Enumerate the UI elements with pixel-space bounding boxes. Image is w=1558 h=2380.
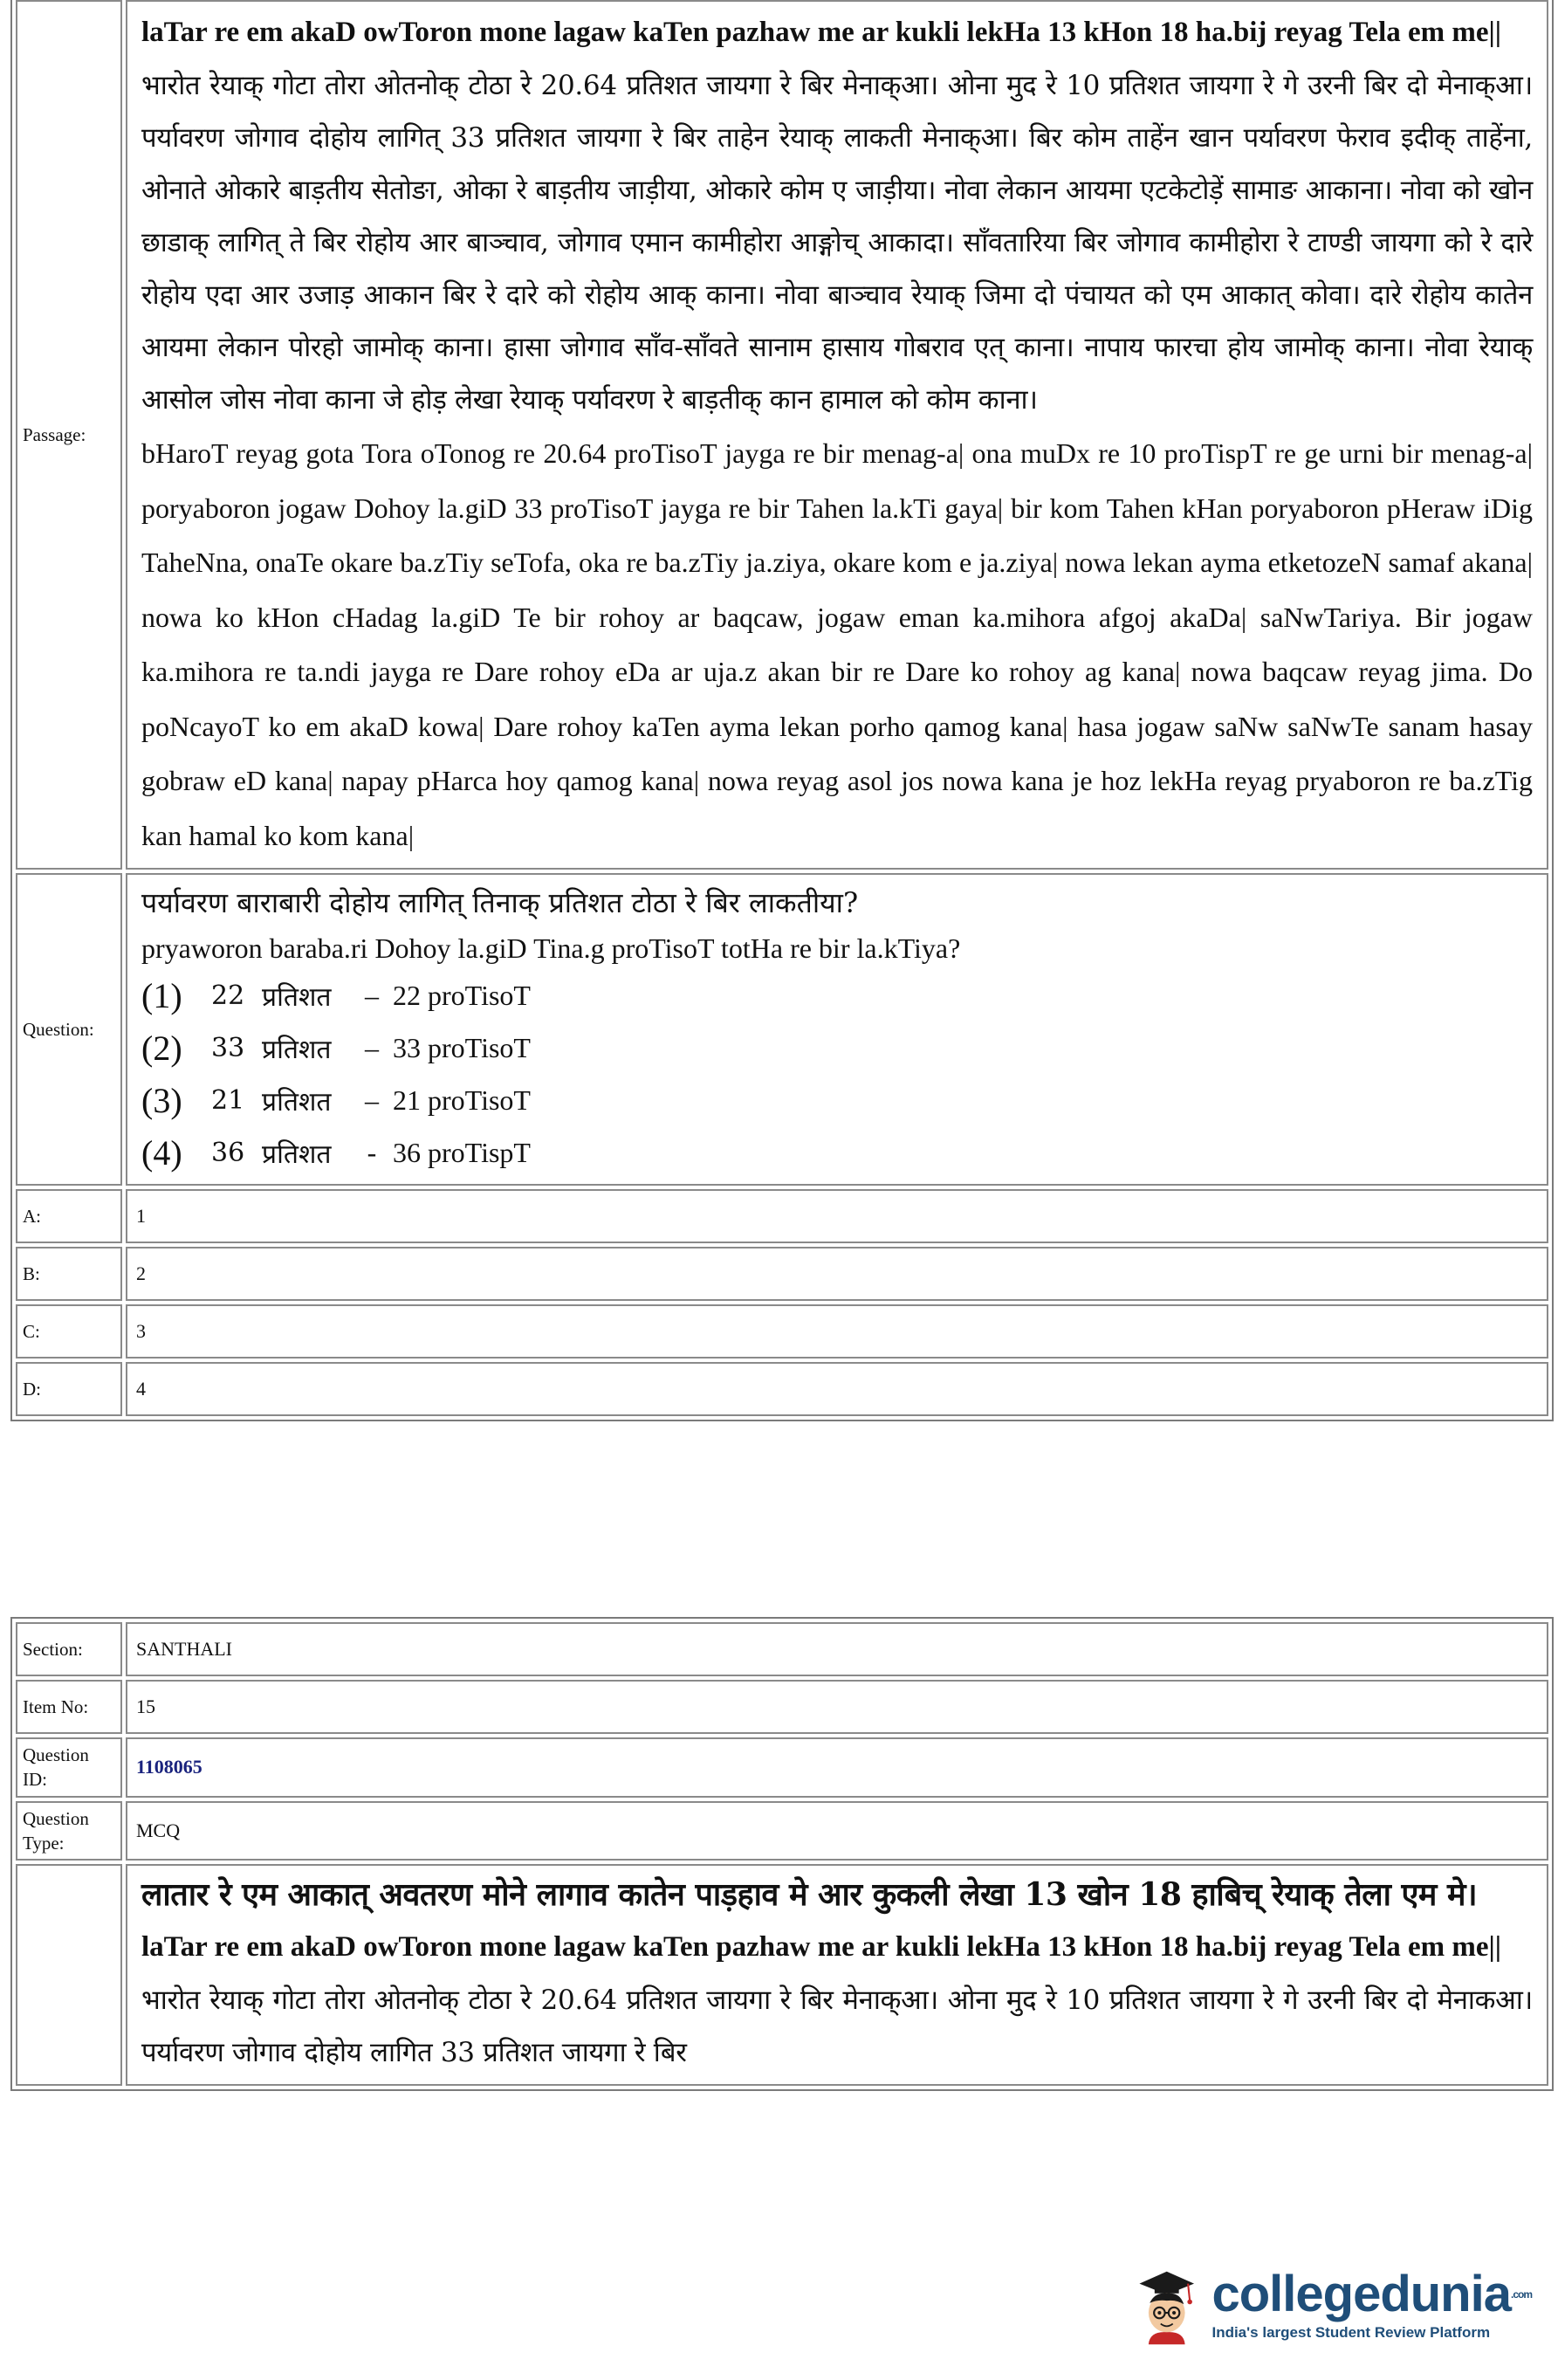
passage-content bbox=[126, 0, 1548, 870]
question-table-15 bbox=[10, 1617, 1554, 2091]
option-dash: – bbox=[365, 1083, 379, 1116]
answer-label-d: D: bbox=[16, 1362, 122, 1416]
option-value: 22 bbox=[211, 980, 245, 1011]
collegedunia-logo[interactable] bbox=[1130, 2244, 1532, 2366]
item-no-value: 15 bbox=[126, 1680, 1548, 1734]
question-text-hi: पर्यावरण बाराबारी दोहोय लागित् तिनाक् प्रतिशत टोठा रे बिर लाकतीया? bbox=[141, 886, 859, 919]
passage-instruction-en: laTar re em akaD owToron mone lagaw kaTen pazhaw me ar kukli lekHa 13 kHon 18 ha.bij reyag Tela em me| | bbox=[141, 1920, 1533, 1974]
option-dash: – bbox=[365, 979, 379, 1011]
answer-value-b: 2 bbox=[126, 1247, 1548, 1301]
answer-value-d: 4 bbox=[126, 1362, 1548, 1416]
passage-label: Passage: bbox=[16, 0, 122, 870]
brand-tagline: India's largest Student Review Platform bbox=[1211, 2324, 1491, 2341]
student-mascot-icon bbox=[1130, 2248, 1203, 2362]
question-type-row bbox=[16, 1801, 1548, 1861]
option-number: (3) bbox=[141, 1080, 182, 1120]
question-table-14 bbox=[10, 0, 1554, 1421]
option-2 bbox=[141, 1021, 1533, 1074]
section-label: Section: bbox=[16, 1622, 122, 1676]
question-type-value: MCQ bbox=[126, 1801, 1548, 1861]
passage-row bbox=[16, 0, 1548, 870]
option-text-hi: प्रतिशत bbox=[262, 1138, 332, 1170]
question-row bbox=[16, 873, 1548, 1186]
option-text-en: 36 proTispT bbox=[393, 1136, 531, 1168]
passage-instruction-en: laTar re em akaD owToron mone lagaw kaTen pazhaw me ar kukli lekHa 13 kHon 18 ha.bij reyag Tela em me| | bbox=[141, 5, 1533, 59]
answer-value-c: 3 bbox=[126, 1304, 1548, 1359]
option-text-en: 33 proTisoT bbox=[393, 1031, 531, 1063]
option-3 bbox=[141, 1074, 1533, 1126]
option-text-hi: प्रतिशत bbox=[262, 1086, 332, 1118]
question-content bbox=[126, 873, 1548, 1186]
section-value: SANTHALI bbox=[126, 1622, 1548, 1676]
passage-label-empty bbox=[16, 1864, 122, 2086]
brand-suffix: .com bbox=[1510, 2288, 1532, 2301]
answer-label-a: A: bbox=[16, 1189, 122, 1243]
answer-value-a: 1 bbox=[126, 1189, 1548, 1243]
brand-name-text: collegedunia bbox=[1211, 2266, 1511, 2322]
item-no-label: Item No: bbox=[16, 1680, 122, 1734]
option-value: 36 bbox=[211, 1137, 245, 1168]
answer-label-b: B: bbox=[16, 1247, 122, 1301]
question-id-value: 1108065 bbox=[126, 1737, 1548, 1798]
option-dash: – bbox=[365, 1031, 379, 1063]
question-text-en: pryaworon baraba.ri Dohoy la.giD Tina.g proTisoT totHa re bir la.kTiya? bbox=[141, 932, 961, 964]
logo-text bbox=[1211, 2268, 1532, 2342]
answer-row-a bbox=[16, 1189, 1548, 1243]
option-text-en: 22 proTisoT bbox=[393, 979, 531, 1011]
option-text-hi: प्रतिशत bbox=[262, 1034, 332, 1065]
passage-content-15 bbox=[126, 1864, 1548, 2086]
passage-text-hi: भारोत रेयाक् गोटा तोरा ओतनोक् टोठा रे 20.64 प्रतिशत जायगा रे बिर मेनाक्आ। ओना मुद रे 10 प्रतिशत जायगा रे गे उरनी बिर दो मेनाक्आ। पर्यावरण जोगाव दोहोय लागित् 33 प्रतिशत जायगा रे बिर ताहेन रेयाक् लाकती मेनाक्आ। बिर कोम ताहेंन खान पर्यावरण फेराव इदीक् ताहेंना, ओनाते ओकारे बाड़तीय सेतोङा, ओका रे बाड़तीय जाड़ीया, ओकारे कोम ए जाड़ीया। नोवा लेकान आयमा एटकेटोड़ें सामाङ आकाना। नोवा को खोन छाडाक् लागित् ते बिर रोहोय आर बाञ्चाव, जोगाव एमान कामीहोरा आङ्गोच् आकादा। सॉंवतारिया बिर जोगाव कामीहोरा रे टाण्डी जायगा को रे दारे रोहोय एदा आर उजाड़ आकान बिर रे दारे को रोहोय आक् काना। नोवा बाञ्चाव रेयाक् जिमा दो पंचायत को एम आकात् कोवा। दारे रोहोय कातेन आयमा लेकान पोरहो जामोक् काना। हासा जोगाव सॉंव-सॉंवते सानाम हासाय गोबराव एत् काना। नापाय फारचा होय जामोक् काना। नोवा रेयाक् आसोल जोस नोवा काना जे होड़ लेखा रेयाक् पर्यावरण रे बाड़तीक् कान हामाल को कोम काना। bbox=[141, 70, 1533, 416]
question-type-label: Question Type: bbox=[16, 1801, 122, 1861]
passage-text-hi: भारोत रेयाक् गोटा तोरा ओतनोक् टोठा रे 20.64 प्रतिशत जायगा रे बिर मेनाक्आ। ओना मुद रे 10 प्रतिशत जायगा रे गे उरनी बिर दो मेनाकआ। पर्यावरण जोगाव दोहोय लागित 33 प्रतिशत जायगा रे बिर bbox=[141, 1984, 1533, 2069]
brand-name bbox=[1211, 2268, 1532, 2321]
passage-text-en: bHaroT reyag gota Tora oTonog re 20.64 proTisoT jayga re bir menag-a| ona muDx re 10 proTispT re ge urni bir menag-a| poryaboron jogaw Dohoy la.giD 33 proTisoT jayga re bir Tahen la.kTi gaya| bir kom Tahen kHan poryaboron pHeraw iDig TaheNna, onaTe okare ba.zTiy seTofa, oka re ba.zTiy ja.ziya, okare kom e ja.ziya| nowa lekan ayma etketozeN samaf akana| nowa ko kHon cHadag la.giD Te bir rohoy ar baqcaw, jogaw eman ka.mihora afgoj akaDa| saNwTariya. Bir jogaw ka.mihora re ta.ndi jayga re Dare rohoy eDa ar uja.z akan bir re Dare ko rohoy ag kana| nowa baqcaw reyag jima. Do poNcayoT ko em akaD kowa| Dare rohoy kaTen ayma lekan porho qamog kana| hasa jogaw saNw saNwTe sanam hasay gobraw eD kana| napay pHarca hoy qamog kana| nowa reyag asol jos nowa kana je hoz lekHa reyag pryaboron re ba.zTig kan hamal ko kom kana| bbox=[141, 437, 1533, 851]
option-4 bbox=[141, 1126, 1533, 1179]
option-text-hi: प्रतिशत bbox=[262, 981, 332, 1013]
answer-row-b bbox=[16, 1247, 1548, 1301]
question-id-label: Question ID: bbox=[16, 1737, 122, 1798]
question-label: Question: bbox=[16, 873, 122, 1186]
option-number: (2) bbox=[141, 1028, 182, 1068]
option-value: 21 bbox=[211, 1084, 245, 1116]
answer-row-d bbox=[16, 1362, 1548, 1416]
option-value: 33 bbox=[211, 1032, 245, 1063]
option-number: (1) bbox=[141, 975, 182, 1015]
option-text-en: 21 proTisoT bbox=[393, 1083, 531, 1116]
section-row bbox=[16, 1622, 1548, 1676]
option-1 bbox=[141, 969, 1533, 1021]
passage-instruction-hi: लातार रे एम आकात् अवतरण मोने लागाव कातेन पाड़हाव मे आर कुकली लेखा 13 खोन 18 हाबिच् रेयाक् तेला एम मे। bbox=[141, 1876, 1478, 1914]
option-dash: - bbox=[367, 1136, 377, 1168]
question-id-row bbox=[16, 1737, 1548, 1798]
passage-row-15 bbox=[16, 1864, 1548, 2086]
answer-row-c bbox=[16, 1304, 1548, 1359]
item-no-row bbox=[16, 1680, 1548, 1734]
answer-label-c: C: bbox=[16, 1304, 122, 1359]
option-number: (4) bbox=[141, 1132, 182, 1173]
